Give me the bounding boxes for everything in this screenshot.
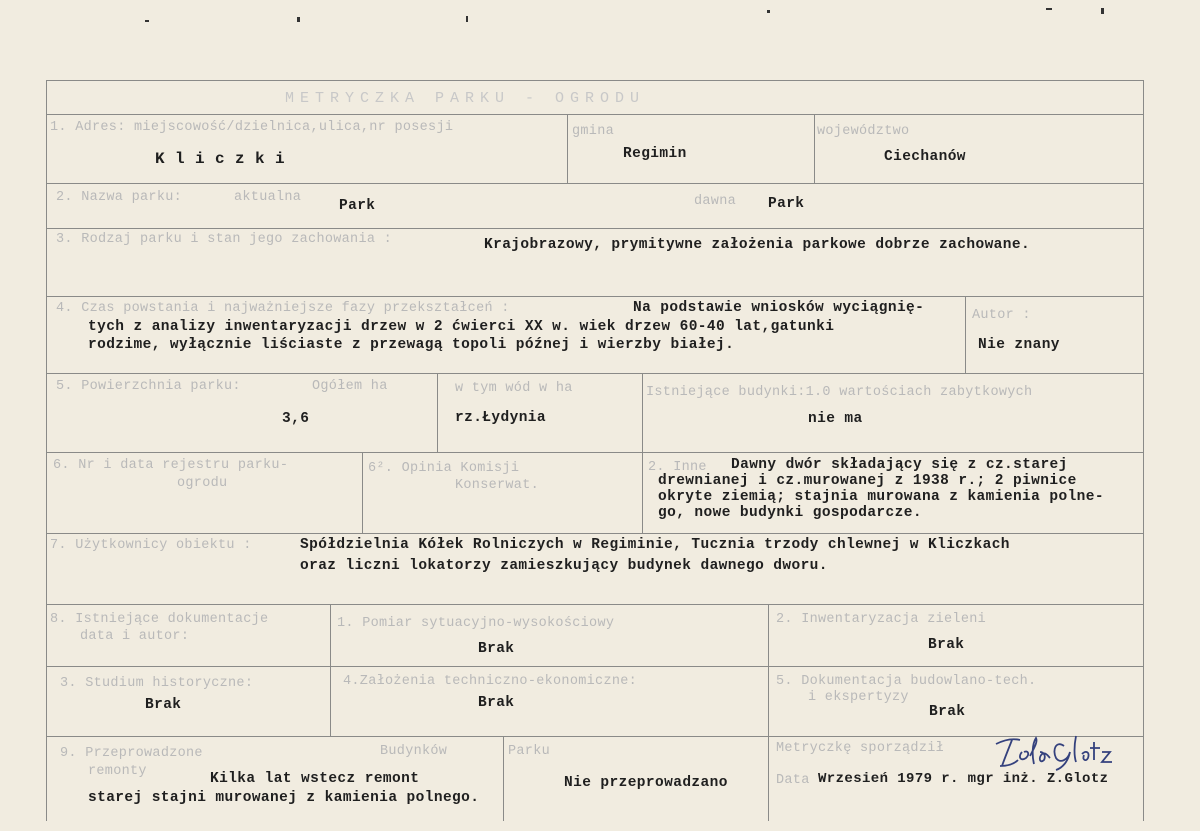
rule-v [362,452,363,533]
address-label: 1. Adres: miejscowość/dzielnica,ulica,nr posesji [50,120,454,135]
rule-v [768,736,769,821]
opinion-label: 6². Opinia Komisji [368,461,520,476]
register-label: 6. Nr i data rejestru parku- [53,458,289,473]
rule [46,183,1143,184]
former-name-value: Park [768,196,805,212]
tech-econ-label: 4.Założenia techniczno-ekonomiczne: [343,674,638,689]
rule-v [437,373,438,452]
rule-v [965,296,966,373]
other-value-line1: Dawny dwór składający się z cz.starej [731,457,1068,473]
greenery-value: Brak [928,637,965,653]
gmina-value: Regimin [623,146,687,162]
repairs-label-cont: remonty [88,764,147,779]
rule [46,373,1143,374]
survey-label: 1. Pomiar sytuacyjno-wysokościowy [337,616,615,631]
former-name-label: dawna [694,194,737,209]
tech-econ-value: Brak [478,695,515,711]
scan-mark [297,17,300,22]
frame-top [46,80,1143,81]
park-name-label: 2. Nazwa parku: [56,190,183,205]
rule [46,666,1143,667]
rule [46,228,1143,229]
docs-label-cont: data i autor: [80,629,190,644]
other-value-line2: drewnianej i cz.murowanej z 1938 r.; 2 piwnice [658,473,1077,489]
rule [46,114,1143,115]
users-value-line1: Spółdzielnia Kółek Rolniczych w Regiminie, Tucznia trzody chlewnej w Kliczkach [300,537,1010,553]
park-repairs-label: Parku [508,744,551,759]
rule-v [814,114,815,183]
total-area-value: 3,6 [282,411,310,427]
frame-right [1143,80,1144,821]
current-name-value: Park [339,198,376,214]
register-label-cont: ogrodu [177,476,228,491]
history-label: 4. Czas powstania i najważniejsze fazy przekształceń : [56,301,510,316]
rule [46,604,1143,605]
building-repairs-line1: Kilka lat wstecz remont [210,771,420,787]
repairs-label: 9. Przeprowadzone [60,746,203,761]
users-label: 7. Użytkownicy obiektu : [50,538,252,553]
scan-mark [1101,8,1104,14]
rule [46,296,1143,297]
voivodeship-label: województwo [817,124,910,139]
water-area-value: rz.Łydynia [455,410,547,426]
area-label: 5. Powierzchnia parku: [56,379,241,394]
other-label: 2. Inne [648,460,707,475]
docs-label: 8. Istniejące dokumentacje [50,612,269,627]
park-type-value: Krajobrazowy, prymitywne założenia parkowe dobrze zachowane. [484,237,1031,253]
author-value: Nie znany [978,337,1060,353]
historical-study-label: 3. Studium historyczne: [60,676,254,691]
voivodeship-value: Ciechanów [884,149,966,165]
park-repairs-value: Nie przeprowadzano [564,775,728,791]
total-area-label: Ogółem ha [312,379,388,394]
scan-mark [1046,8,1052,10]
history-value-line2: tych z analizy inwentaryzacji drzew w 2 ćwierci XX w. wiek drzew 60-40 lat,gatunki [88,319,835,335]
historical-study-value: Brak [145,697,182,713]
building-repairs-label: Budynków [380,744,448,759]
rule [46,452,1143,453]
date-label: Data [776,773,810,788]
park-type-label: 3. Rodzaj parku i stan jego zachowania : [56,232,393,247]
handwritten-signature [990,722,1140,772]
rule-v [567,114,568,183]
scan-mark [466,16,468,22]
author-label: Autor : [972,308,1031,323]
rule-v [642,373,643,533]
rule [46,736,1143,737]
history-value-line3: rodzime, wyłącznie liściaste z przewagą topoli późnej i wierzby białej. [88,337,735,353]
building-docs-label: 5. Dokumentacja budowlano-tech. [776,674,1037,689]
history-value-line1: Na podstawie wniosków wyciągnię- [633,300,925,316]
scan-mark [145,20,149,22]
address-value: K l i c z k i [155,150,286,168]
gmina-label: gmina [572,124,615,139]
survey-value: Brak [478,641,515,657]
buildings-label: Istniejące budynki:1.0 wartościach zabytkowych [646,385,1033,400]
frame-left [46,80,47,821]
date-value: Wrzesień 1979 r. mgr inż. Z.Glotz [818,771,1109,787]
other-value-line4: go, nowe budynki gospodarcze. [658,505,922,521]
other-value-line3: okryte ziemią; stajnia murowana z kamienia polne- [658,489,1104,505]
building-docs-label-cont: i ekspertyzy [808,690,909,705]
rule-v [330,604,331,736]
prepared-by-label: Metryczkę sporządził [776,741,945,756]
rule-v [503,736,504,821]
form-title: METRYCZKA PARKU - OGRODU [285,90,646,107]
scan-mark [767,10,770,13]
current-name-label: aktualna [234,190,302,205]
building-repairs-line2: starej stajni murowanej z kamienia polnego. [88,790,480,806]
rule [46,533,1143,534]
rule-v [768,604,769,736]
buildings-value: nie ma [808,411,863,427]
water-area-label: w tym wód w ha [455,381,573,396]
users-value-line2: oraz liczni lokatorzy zamieszkujący budynek dawnego dworu. [300,558,828,574]
opinion-label-cont: Konserwat. [455,478,540,493]
building-docs-value: Brak [929,704,966,720]
greenery-label: 2. Inwentaryzacja zieleni [776,612,987,627]
